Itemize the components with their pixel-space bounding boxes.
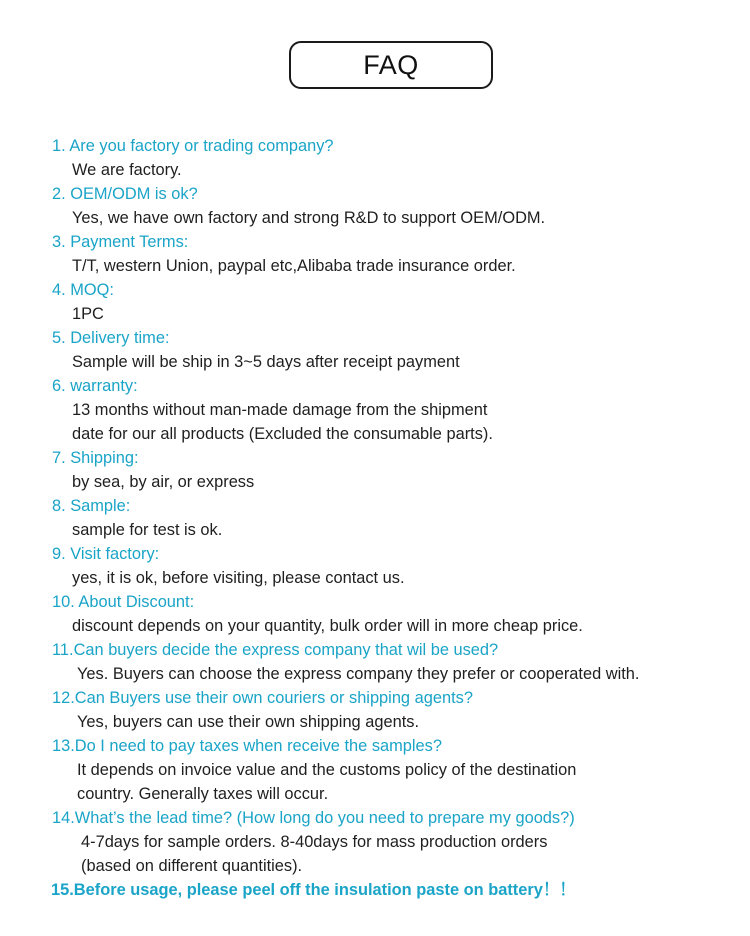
faq-question-15: 15.Before usage, please peel off the insulation paste on battery！！ (51, 881, 576, 899)
faq-question-7: 7. Shipping: (52, 449, 139, 467)
faq-list (0, 134, 750, 902)
faq-question-9: 9. Visit factory: (52, 545, 160, 563)
faq-question-5: 5. Delivery time: (52, 329, 170, 347)
faq-answer-12: Yes, buyers can use their own shipping agents. (77, 713, 419, 731)
faq-answer-6-line-2: date for our all products (Excluded the consumable parts). (72, 425, 493, 443)
faq-answer-7: by sea, by air, or express (72, 473, 255, 491)
faq-question-2: 2. OEM/ODM is ok? (52, 185, 198, 203)
faq-question-14-text: 14.What’s the lead time? (52, 809, 233, 827)
faq-answer-11: Yes. Buyers can choose the express company they prefer or cooperated with. (77, 665, 640, 683)
faq-answer-13-line-2: country. Generally taxes will occur. (77, 785, 329, 803)
faq-answer-10: discount depends on your quantity, bulk order will in more cheap price. (72, 617, 583, 635)
faq-answer-13-line-1: It depends on invoice value and the customs policy of the destination (77, 761, 577, 779)
faq-answer-6-line-1: 13 months without man-made damage from the shipment (72, 401, 488, 419)
faq-question-6: 6. warranty: (52, 377, 138, 395)
faq-answer-4: 1PC (72, 305, 104, 323)
faq-question-14-note: (How long do you need to prepare my goods?) (232, 809, 575, 827)
faq-answer-14-line-2: (based on different quantities). (81, 857, 303, 875)
faq-answer-14-line-1: 4-7days for sample orders. 8-40days for mass production orders (81, 833, 548, 851)
faq-question-12: 12.Can Buyers use their own couriers or shipping agents? (52, 689, 473, 707)
faq-question-14 (0, 806, 750, 830)
faq-question-8: 8. Sample: (52, 497, 131, 515)
faq-answer-2: Yes, we have own factory and strong R&D to support OEM/ODM. (72, 209, 546, 227)
faq-question-11: 11.Can buyers decide the express company that wil be used? (52, 641, 499, 659)
page-title: FAQ (363, 49, 419, 80)
faq-answer-5: Sample will be ship in 3~5 days after receipt payment (72, 353, 460, 371)
faq-answer-9: yes, it is ok, before visiting, please contact us. (72, 569, 405, 587)
faq-question-13: 13.Do I need to pay taxes when receive the samples? (52, 737, 442, 755)
faq-answer-1: We are factory. (72, 161, 182, 179)
faq-question-10: 10. About Discount: (52, 593, 195, 611)
faq-question-3: 3. Payment Terms: (52, 233, 189, 251)
faq-question-1: 1. Are you factory or trading company? (52, 137, 334, 155)
faq-title-box (289, 41, 493, 89)
faq-answer-8: sample for test is ok. (72, 521, 223, 539)
faq-question-4: 4. MOQ: (52, 281, 114, 299)
faq-answer-3: T/T, western Union, paypal etc,Alibaba trade insurance order. (72, 257, 516, 275)
